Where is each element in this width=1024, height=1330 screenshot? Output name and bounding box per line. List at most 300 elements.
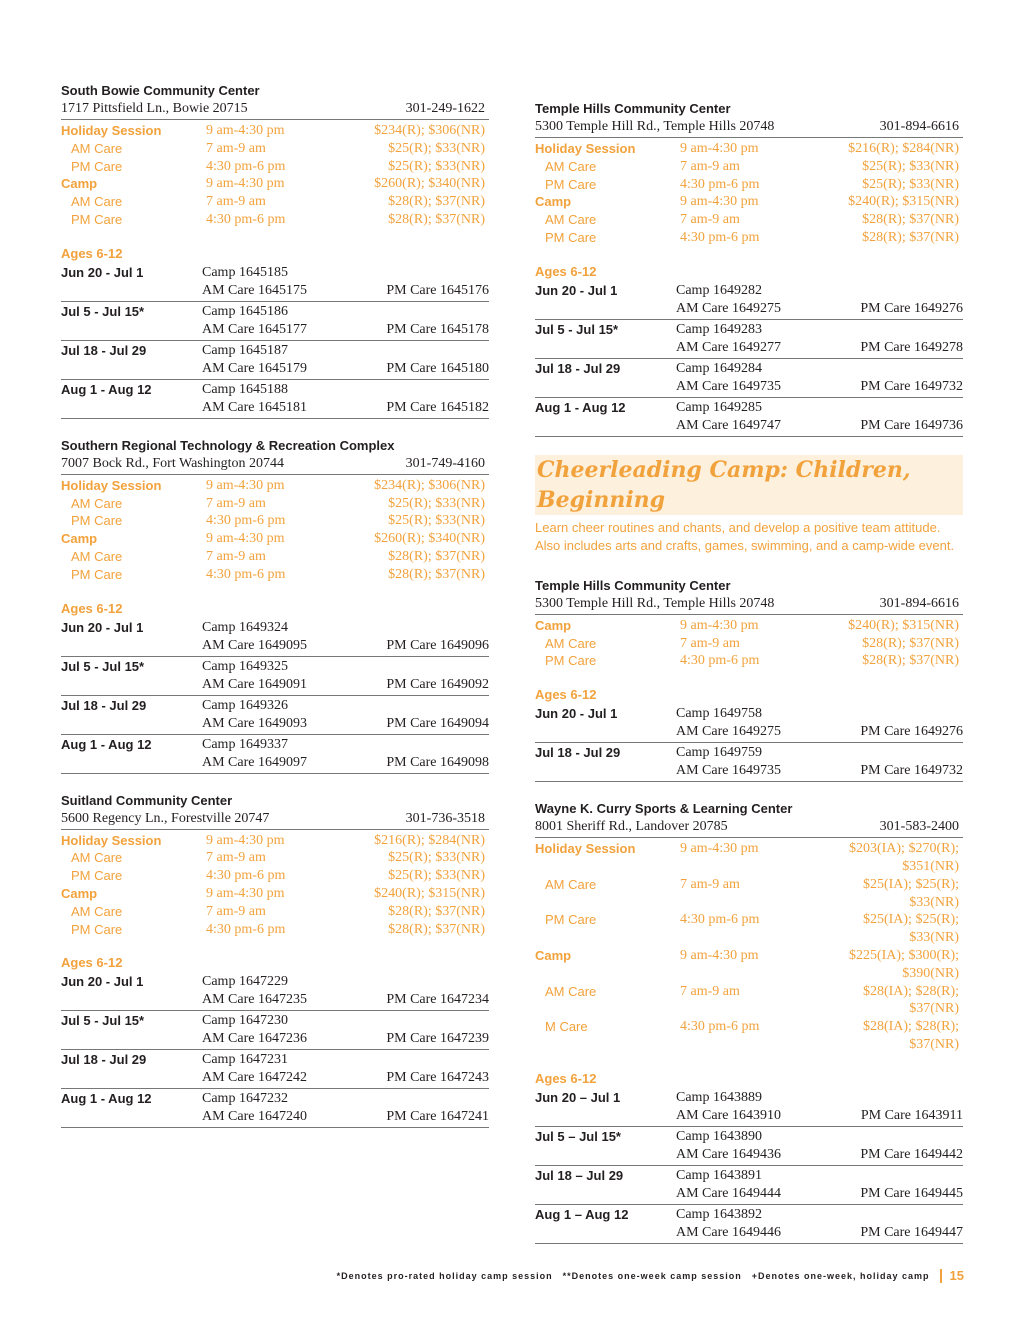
session-name: PM Care [71, 211, 123, 227]
session-time: 9 am-4:30 pm [206, 477, 285, 493]
am-care-course-number: AM Care 1649275 [676, 724, 781, 740]
session-name: PM Care [71, 868, 123, 884]
session-row [61, 530, 489, 548]
camp-course-number: Camp 1649324 [202, 619, 288, 635]
center-block [535, 577, 963, 782]
session-name: AM Care [71, 495, 123, 511]
session-price: $25(IA); $25(R); $33(NR) [862, 876, 959, 910]
date-row [535, 1166, 963, 1205]
session-price: $240(R); $315(NR) [848, 194, 959, 210]
spacer [535, 378, 676, 396]
age-range: Ages 6-12 [61, 245, 123, 261]
date-row [61, 1089, 489, 1128]
session-dates: Aug 1 - Aug 12 [61, 1091, 152, 1107]
session-row [61, 175, 489, 193]
spacer [535, 417, 676, 435]
spacer [61, 1069, 202, 1087]
session-name: Holiday Session [535, 841, 636, 857]
session-list [535, 617, 963, 670]
session-row [535, 140, 963, 158]
center-block [535, 100, 963, 437]
camp-course-number: Camp 1649282 [676, 282, 762, 298]
date-row-line [535, 378, 963, 396]
session-row [61, 867, 489, 885]
session-time: 7 am-9 am [206, 850, 266, 866]
session-name: Holiday Session [61, 832, 162, 848]
session-price: $28(R); $37(NR) [862, 212, 959, 228]
date-row-line [61, 619, 489, 637]
session-row [61, 885, 489, 903]
session-name: PM Care [71, 921, 123, 937]
session-row [535, 635, 963, 653]
footer-divider [940, 1269, 942, 1283]
date-row-line [61, 973, 489, 991]
am-care-course-number: AM Care 1649277 [676, 339, 781, 355]
pm-care-course-number: PM Care 1649276 [860, 724, 963, 740]
session-name: AM Care [545, 635, 597, 651]
date-row [535, 281, 963, 320]
am-care-course-number: AM Care 1647242 [202, 1070, 307, 1086]
date-row-line [535, 339, 963, 357]
am-care-course-number: AM Care 1649093 [202, 715, 307, 731]
session-list [535, 140, 963, 247]
session-name: PM Care [545, 912, 597, 928]
session-dates: Jul 5 - Jul 15* [535, 321, 619, 337]
session-price: $25(R); $33(NR) [388, 158, 485, 174]
session-price: $25(R); $33(NR) [388, 513, 485, 529]
session-list [535, 840, 963, 1054]
pm-care-course-number: PM Care 1645176 [386, 282, 489, 298]
session-name: Camp [61, 885, 98, 901]
spacer [535, 723, 676, 741]
date-row [61, 657, 489, 696]
session-time: 7 am-9 am [680, 158, 740, 174]
date-row-line [61, 282, 489, 300]
spacer [535, 1146, 676, 1164]
session-dates: Jul 5 - Jul 15* [61, 1013, 145, 1029]
session-name: Holiday Session [61, 123, 162, 138]
session-time: 4:30 pm-6 pm [206, 513, 286, 529]
am-care-course-number: AM Care 1649097 [202, 754, 307, 770]
date-row-line [61, 637, 489, 655]
spacer [535, 300, 676, 318]
cheerleading-title: Cheerleading Camp: Children, Beginning [535, 455, 963, 515]
pm-care-course-number: PM Care 1649092 [386, 676, 489, 692]
center-phone: 301-736-3518 [405, 810, 485, 826]
session-time: 4:30 pm-6 pm [206, 566, 286, 582]
am-care-course-number: AM Care 1649747 [676, 417, 781, 433]
spacer [61, 991, 202, 1009]
session-row [535, 158, 963, 176]
session-time: 7 am-9 am [680, 876, 740, 892]
session-price: $225(IA); $300(R); $390(NR) [848, 947, 959, 981]
date-row-line [535, 417, 963, 435]
session-row [61, 548, 489, 566]
date-row-line [535, 1107, 963, 1125]
date-row-line [61, 1051, 489, 1069]
session-price: $28(IA); $28(R); $37(NR) [862, 983, 959, 1017]
session-name: PM Care [71, 566, 123, 582]
am-care-course-number: AM Care 1649735 [676, 378, 781, 394]
session-dates: Jul 18 - Jul 29 [61, 697, 147, 713]
center-block [61, 792, 489, 1129]
session-time: 9 am-4:30 pm [206, 123, 285, 138]
spacer [61, 754, 202, 772]
date-row-line [61, 658, 489, 676]
camp-course-number: Camp 1649283 [676, 321, 762, 337]
date-row-line [535, 1206, 963, 1224]
session-name: PM Care [71, 158, 123, 174]
session-name: PM Care [545, 653, 597, 669]
date-row [61, 972, 489, 1011]
session-name: Holiday Session [535, 141, 636, 156]
center-phone: 301-749-4160 [405, 455, 485, 471]
center-name: Temple Hills Community Center [535, 101, 731, 116]
session-time: 4:30 pm-6 pm [680, 229, 760, 245]
session-dates: Jun 20 - Jul 1 [535, 282, 618, 298]
session-dates: Aug 1 - Aug 12 [61, 381, 152, 397]
session-row [61, 566, 489, 584]
session-row [61, 477, 489, 495]
pm-care-course-number: PM Care 1649094 [386, 715, 489, 731]
date-row-line [61, 342, 489, 360]
session-time: 4:30 pm-6 pm [206, 868, 286, 884]
session-price: $28(R); $37(NR) [388, 921, 485, 937]
camp-course-number: Camp 1643892 [676, 1206, 762, 1222]
date-row-line [535, 744, 963, 762]
footer-note-prorated: *Denotes pro-rated holiday camp session [336, 1270, 553, 1281]
session-price: $25(R); $33(NR) [388, 868, 485, 884]
center-address: 5600 Regency Ln., Forestville 20747 [61, 810, 270, 826]
spacer [61, 399, 202, 417]
session-time: 9 am-4:30 pm [680, 617, 759, 633]
footer-note-one-week: **Denotes one-week camp session [562, 1270, 742, 1281]
camp-course-number: Camp 1647231 [202, 1052, 288, 1068]
date-row-line [535, 360, 963, 378]
am-care-course-number: AM Care 1645175 [202, 282, 307, 298]
session-price: $25(R); $33(NR) [388, 140, 485, 156]
center-address: 5300 Temple Hill Rd., Temple Hills 20748 [535, 119, 775, 134]
cheerleading-description: Learn cheer routines and chants, and develop a positive team attitude. Also includes arts and crafts, games, swimming, and a camp-wide event. [535, 519, 955, 553]
session-price: $240(R); $315(NR) [374, 885, 485, 901]
session-row [535, 652, 963, 670]
spacer [535, 1224, 676, 1242]
spacer [535, 1107, 676, 1125]
pm-care-course-number: PM Care 1647234 [386, 992, 489, 1008]
session-name: AM Care [71, 548, 123, 564]
address-line [61, 455, 489, 475]
camp-course-number: Camp 1649758 [676, 706, 762, 722]
session-time: 9 am-4:30 pm [206, 531, 285, 547]
am-care-course-number: AM Care 1643910 [676, 1107, 781, 1123]
date-row [61, 341, 489, 380]
session-price: $25(IA); $25(R); $33(NR) [862, 912, 959, 946]
session-dates: Jul 5 - Jul 15* [61, 303, 145, 319]
session-price: $260(R); $340(NR) [374, 531, 485, 547]
session-price: $216(R); $284(NR) [848, 141, 959, 156]
date-row-line [61, 676, 489, 694]
session-price: $28(R); $37(NR) [388, 903, 485, 919]
session-dates: Jul 5 – Jul 15* [535, 1128, 621, 1144]
spacer [61, 360, 202, 378]
date-row-line [61, 754, 489, 772]
pm-care-course-number: PM Care 1645178 [386, 321, 489, 337]
session-dates: Jul 18 – Jul 29 [535, 1167, 624, 1183]
session-name: PM Care [71, 513, 123, 529]
address-line [61, 100, 489, 120]
session-name: AM Care [545, 212, 597, 228]
session-time: 4:30 pm-6 pm [680, 653, 760, 669]
date-row-line [61, 360, 489, 378]
session-name: AM Care [71, 903, 123, 919]
am-care-course-number: AM Care 1649091 [202, 676, 307, 692]
date-row [61, 1050, 489, 1089]
session-name: AM Care [545, 158, 597, 174]
age-range: Ages 6-12 [535, 1070, 597, 1086]
spacer [535, 339, 676, 357]
center-name: Southern Regional Technology & Recreation Complex [61, 437, 395, 453]
session-dates: Jun 20 - Jul 1 [61, 974, 144, 990]
date-row-line [535, 1224, 963, 1242]
camp-course-number: Camp 1643889 [676, 1089, 762, 1105]
session-row [535, 617, 963, 635]
address-line [535, 818, 963, 838]
am-care-course-number: AM Care 1645179 [202, 360, 307, 376]
date-row-line [61, 715, 489, 733]
session-time: 4:30 pm-6 pm [206, 211, 286, 227]
date-row [535, 704, 963, 743]
date-row-line [535, 1128, 963, 1146]
date-row-line [61, 399, 489, 417]
am-care-course-number: AM Care 1645181 [202, 399, 307, 415]
date-row-line [61, 1108, 489, 1126]
session-price: $28(IA); $28(R); $37(NR) [862, 1019, 959, 1052]
session-row [61, 211, 489, 229]
date-row-line [535, 321, 963, 339]
session-time: 7 am-9 am [680, 983, 740, 999]
session-time: 4:30 pm-6 pm [680, 912, 760, 928]
date-row [61, 618, 489, 657]
age-range: Ages 6-12 [535, 687, 597, 703]
center-block [61, 437, 489, 774]
pm-care-course-number: PM Care 1649442 [860, 1146, 963, 1162]
session-row [535, 983, 963, 1019]
camp-course-number: Camp 1645188 [202, 381, 288, 397]
date-row [61, 735, 489, 774]
session-name: Camp [535, 947, 572, 963]
session-name: AM Care [71, 850, 123, 866]
date-row-line [535, 762, 963, 780]
left-column [61, 82, 489, 1146]
session-name: Camp [535, 194, 572, 210]
session-name: Camp [535, 617, 572, 633]
date-row [61, 1011, 489, 1050]
session-time: 7 am-9 am [206, 194, 266, 210]
session-time: 9 am-4:30 pm [680, 841, 759, 857]
session-name: Camp [61, 176, 98, 192]
center-block [535, 800, 963, 1244]
pm-care-course-number: PM Care 1647243 [386, 1070, 489, 1086]
spacer [535, 762, 676, 780]
address-line [61, 810, 489, 830]
center-address: 7007 Bock Rd., Fort Washington 20744 [61, 455, 285, 471]
session-list [61, 477, 489, 584]
session-row [61, 921, 489, 939]
camp-course-number: Camp 1647230 [202, 1013, 288, 1029]
date-row-line [535, 723, 963, 741]
session-row [535, 947, 963, 983]
session-dates: Jun 20 - Jul 1 [61, 619, 144, 635]
session-time: 7 am-9 am [680, 212, 740, 228]
spacer [61, 715, 202, 733]
camp-course-number: Camp 1647229 [202, 974, 288, 990]
session-row [535, 176, 963, 194]
session-name: AM Care [545, 876, 597, 892]
date-row [61, 696, 489, 735]
session-row [61, 122, 489, 140]
session-row [61, 495, 489, 513]
session-price: $240(R); $315(NR) [848, 617, 959, 633]
session-price: $28(R); $37(NR) [388, 194, 485, 210]
date-row-line [535, 705, 963, 723]
pm-care-course-number: PM Care 1649098 [386, 754, 489, 770]
session-time: 4:30 pm-6 pm [206, 921, 286, 937]
session-price: $234(R); $306(NR) [374, 123, 485, 138]
session-price: $28(R); $37(NR) [862, 653, 959, 669]
center-phone: 301-894-6616 [879, 595, 959, 611]
am-care-course-number: AM Care 1649446 [676, 1224, 781, 1240]
pm-care-course-number: PM Care 1645182 [386, 399, 489, 415]
date-row [535, 1205, 963, 1244]
date-row-line [535, 1167, 963, 1185]
pm-care-course-number: PM Care 1649276 [860, 300, 963, 316]
age-range: Ages 6-12 [61, 600, 123, 616]
date-row-line [61, 697, 489, 715]
footer-note-holiday: +Denotes one-week, holiday camp [751, 1270, 930, 1281]
session-price: $216(R); $284(NR) [374, 832, 485, 848]
session-price: $260(R); $340(NR) [374, 176, 485, 192]
pm-care-course-number: PM Care 1649278 [860, 339, 963, 355]
pm-care-course-number: PM Care 1649732 [860, 763, 963, 779]
session-name: PM Care [545, 229, 597, 245]
spacer [61, 1030, 202, 1048]
session-row [535, 876, 963, 912]
camp-course-number: Camp 1643891 [676, 1167, 762, 1183]
spacer [61, 282, 202, 300]
camp-course-number: Camp 1649285 [676, 399, 762, 415]
date-row [535, 359, 963, 398]
date-row [535, 320, 963, 359]
date-row [535, 1088, 963, 1127]
camp-course-number: Camp 1645186 [202, 303, 288, 319]
session-name: PM Care [545, 176, 597, 192]
session-time: 4:30 pm-6 pm [680, 176, 760, 192]
session-time: 9 am-4:30 pm [680, 947, 759, 963]
date-row [61, 263, 489, 302]
session-dates: Jul 18 - Jul 29 [535, 360, 621, 376]
am-care-course-number: AM Care 1649735 [676, 763, 781, 779]
date-row-line [535, 1146, 963, 1164]
camp-course-number: Camp 1645187 [202, 342, 288, 358]
cheerleading-section [535, 455, 963, 555]
session-time: 4:30 pm-6 pm [680, 1019, 760, 1035]
session-row [61, 903, 489, 921]
session-list [61, 832, 489, 939]
center-name: Temple Hills Community Center [535, 577, 731, 593]
pm-care-course-number: PM Care 1649732 [860, 378, 963, 394]
spacer [61, 676, 202, 694]
date-row-line [61, 381, 489, 399]
center-phone: 301-583-2400 [879, 819, 959, 835]
date-row-line [61, 736, 489, 754]
date-row [61, 302, 489, 341]
date-row-line [61, 1012, 489, 1030]
session-time: 9 am-4:30 pm [206, 832, 285, 848]
session-row [535, 840, 963, 876]
center-name: South Bowie Community Center [61, 83, 260, 98]
session-row [535, 211, 963, 229]
session-dates: Jun 20 – Jul 1 [535, 1089, 621, 1105]
address-line [535, 118, 963, 138]
camp-course-number: Camp 1647232 [202, 1091, 288, 1107]
session-row [61, 512, 489, 530]
session-dates: Jul 18 - Jul 29 [535, 745, 621, 761]
pm-care-course-number: PM Care 1649445 [860, 1185, 963, 1201]
session-price: $28(R); $37(NR) [862, 229, 959, 245]
session-row [535, 1018, 963, 1054]
pm-care-course-number: PM Care 1647239 [386, 1031, 489, 1047]
page-number: 15 [949, 1268, 964, 1283]
session-dates: Aug 1 - Aug 12 [61, 736, 152, 752]
session-time: 7 am-9 am [206, 548, 266, 564]
center-name: Suitland Community Center [61, 792, 233, 808]
session-name: AM Care [71, 194, 123, 210]
spacer [535, 1185, 676, 1203]
session-name: AM Care [545, 983, 597, 999]
am-care-course-number: AM Care 1647240 [202, 1109, 307, 1125]
pm-care-course-number: PM Care 1647241 [386, 1109, 489, 1125]
session-time: 7 am-9 am [680, 635, 740, 651]
session-row [535, 229, 963, 247]
session-name: Holiday Session [61, 477, 162, 493]
session-dates: Jul 18 - Jul 29 [61, 342, 147, 358]
session-row [61, 193, 489, 211]
date-row-line [61, 991, 489, 1009]
session-row [535, 911, 963, 947]
am-care-course-number: AM Care 1645177 [202, 321, 307, 337]
camp-course-number: Camp 1649325 [202, 658, 288, 674]
am-care-course-number: AM Care 1649275 [676, 300, 781, 316]
date-row [535, 398, 963, 437]
session-name: M Care [545, 1019, 588, 1035]
session-list [61, 122, 489, 229]
center-address: 5300 Temple Hill Rd., Temple Hills 20748 [535, 595, 775, 611]
age-range: Ages 6-12 [535, 263, 597, 279]
session-price: $234(R); $306(NR) [374, 477, 485, 493]
session-price: $25(R); $33(NR) [388, 850, 485, 866]
camp-course-number: Camp 1649284 [676, 360, 762, 376]
center-phone: 301-894-6616 [879, 119, 959, 134]
session-time: 9 am-4:30 pm [206, 176, 285, 192]
camp-course-number: Camp 1645185 [202, 264, 288, 280]
session-price: $28(R); $37(NR) [388, 566, 485, 582]
date-row-line [535, 1185, 963, 1203]
am-care-course-number: AM Care 1647236 [202, 1031, 307, 1047]
am-care-course-number: AM Care 1649444 [676, 1185, 781, 1201]
session-time: 4:30 pm-6 pm [206, 158, 286, 174]
session-row [61, 832, 489, 850]
date-row-line [61, 1090, 489, 1108]
